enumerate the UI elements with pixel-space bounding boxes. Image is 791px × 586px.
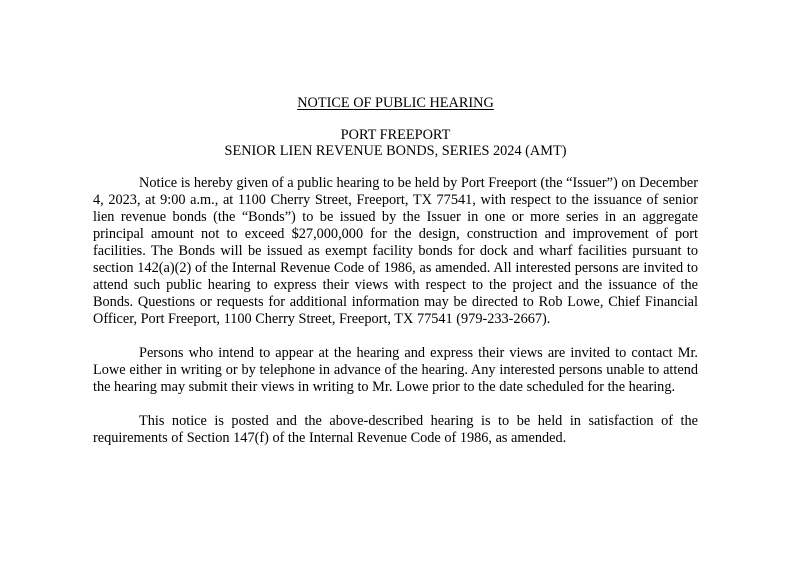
hearing-details-paragraph: Notice is hereby given of a public hearing to be held by Port Freeport (the “Issuer”) on December 4, 2023, at 9:00 a.m., at 1100 Cherry Street, Freeport, TX 77541, with respect to the issuance of senior lien revenue bonds (the “Bonds”) to be issued by the Issuer in one or more series in an aggregate principal amount not to exceed $27,000,000 for the design, construction and improvement of port facilities. The Bonds will be issued as exempt facility bonds for dock and wharf facilities pursuant to section 142(a)(2) of the Internal Revenue Code of 1986, as amended. All interested persons are invited to attend such public hearing to express their views with respect to the project and the issuance of the Bonds. Questions or requests for additional information may be directed to Rob Lowe, Chief Financial Officer, Port Freeport, 1100 Cherry Street, Freeport, TX 77541 (979-233-2667).	[93, 175, 698, 327]
notice-title: NOTICE OF PUBLIC HEARING	[297, 95, 494, 111]
issuer-line: PORT FREEPORT	[340, 127, 451, 143]
notice-document	[93, 95, 698, 447]
notice-subtitle	[93, 127, 698, 159]
compliance-paragraph: This notice is posted and the above-described hearing is to be held in satisfaction of the requirements of Section 147(f) of the Internal Revenue Code of 1986, as amended.	[93, 413, 698, 446]
attendance-paragraph: Persons who intend to appear at the hearing and express their views are invited to contact Mr. Lowe either in writing or by telephone in advance of the hearing. Any interested persons unable to attend the hearing may submit their views in writing to Mr. Lowe prior to the date scheduled for the hearing.	[93, 345, 698, 395]
series-line: SENIOR LIEN REVENUE BONDS, SERIES 2024 (AMT)	[224, 143, 567, 159]
